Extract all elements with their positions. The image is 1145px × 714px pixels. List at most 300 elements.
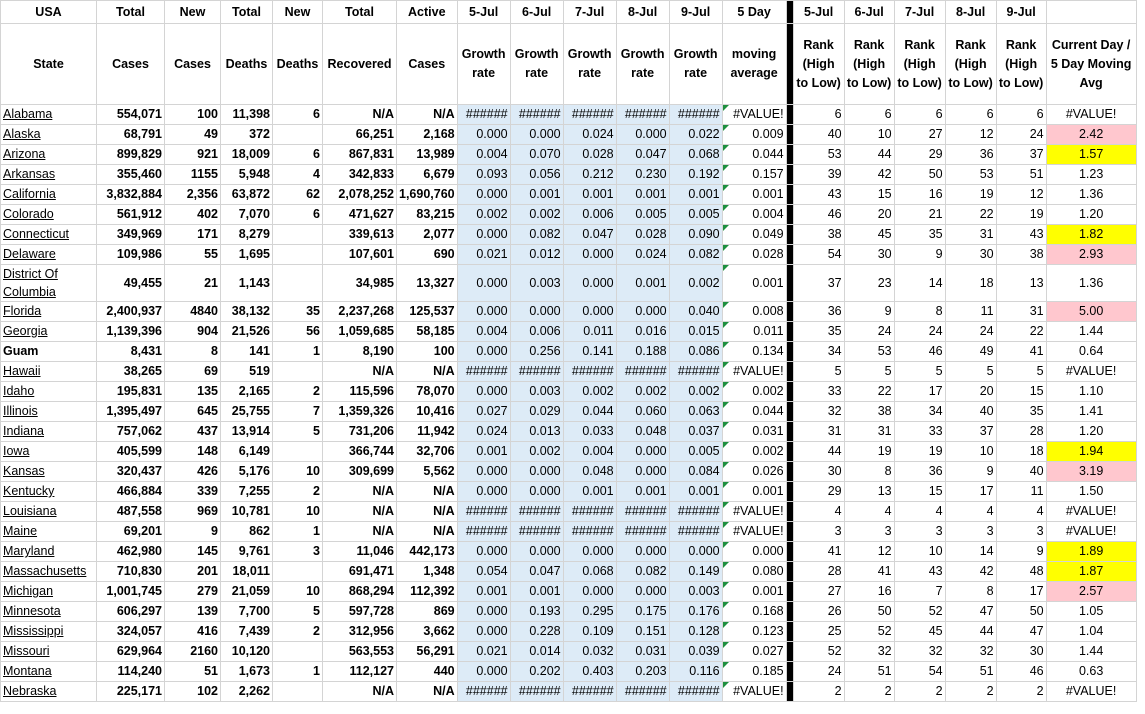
new-cases-cell[interactable]: 645: [165, 402, 221, 422]
current-vs-avg-cell[interactable]: 0.63: [1046, 662, 1136, 682]
rank-cell[interactable]: 2: [996, 682, 1046, 702]
new-deaths-cell[interactable]: 5: [273, 422, 323, 442]
total-cases-cell[interactable]: 38,265: [97, 362, 165, 382]
new-deaths-cell[interactable]: [273, 682, 323, 702]
rank-cell[interactable]: 50: [996, 602, 1046, 622]
growth-rate-cell[interactable]: 0.001: [616, 265, 669, 302]
rank-cell[interactable]: 46: [793, 205, 844, 225]
state-cell[interactable]: Connecticut: [1, 225, 97, 245]
rank-cell[interactable]: 51: [945, 662, 996, 682]
active-cases-cell[interactable]: 11,942: [397, 422, 458, 442]
rank-cell[interactable]: 12: [945, 125, 996, 145]
active-cases-cell[interactable]: N/A: [397, 522, 458, 542]
active-cases-cell[interactable]: 2,168: [397, 125, 458, 145]
total-recovered-cell[interactable]: 115,596: [323, 382, 397, 402]
growth-rate-cell[interactable]: ######: [457, 682, 510, 702]
rank-cell[interactable]: 50: [894, 165, 945, 185]
moving-average-cell[interactable]: 0.031: [722, 422, 786, 442]
new-cases-cell[interactable]: 102: [165, 682, 221, 702]
active-cases-cell[interactable]: 1,348: [397, 562, 458, 582]
new-cases-cell[interactable]: 2160: [165, 642, 221, 662]
new-deaths-cell[interactable]: 6: [273, 205, 323, 225]
growth-rate-cell[interactable]: 0.000: [563, 245, 616, 265]
current-vs-avg-cell[interactable]: 1.89: [1046, 542, 1136, 562]
rank-cell[interactable]: 53: [793, 145, 844, 165]
rank-cell[interactable]: 22: [844, 382, 894, 402]
growth-rate-cell[interactable]: 0.060: [616, 402, 669, 422]
rank-cell[interactable]: 17: [894, 382, 945, 402]
rank-cell[interactable]: 51: [996, 165, 1046, 185]
active-cases-cell[interactable]: 125,537: [397, 302, 458, 322]
current-vs-avg-cell[interactable]: #VALUE!: [1046, 502, 1136, 522]
growth-rate-cell[interactable]: 0.037: [669, 422, 722, 442]
rank-cell[interactable]: 54: [793, 245, 844, 265]
growth-rate-cell[interactable]: 0.000: [457, 185, 510, 205]
rank-cell[interactable]: 42: [945, 562, 996, 582]
total-deaths-cell[interactable]: 13,914: [221, 422, 273, 442]
growth-rate-cell[interactable]: ######: [616, 682, 669, 702]
current-vs-avg-cell[interactable]: 0.64: [1046, 342, 1136, 362]
header-cell-15[interactable]: Rank (High to Low): [894, 24, 945, 105]
rank-cell[interactable]: 43: [894, 562, 945, 582]
growth-rate-cell[interactable]: 0.202: [510, 662, 563, 682]
total-deaths-cell[interactable]: 1,673: [221, 662, 273, 682]
growth-rate-cell[interactable]: 0.006: [510, 322, 563, 342]
active-cases-cell[interactable]: 56,291: [397, 642, 458, 662]
rank-cell[interactable]: 15: [844, 185, 894, 205]
growth-rate-cell[interactable]: 0.001: [563, 482, 616, 502]
new-deaths-cell[interactable]: [273, 442, 323, 462]
total-recovered-cell[interactable]: 1,359,326: [323, 402, 397, 422]
current-vs-avg-cell[interactable]: #VALUE!: [1046, 105, 1136, 125]
rank-cell[interactable]: 9: [894, 245, 945, 265]
total-cases-cell[interactable]: 114,240: [97, 662, 165, 682]
header-cell-11[interactable]: Growth rate: [669, 24, 722, 105]
current-vs-avg-cell[interactable]: 1.10: [1046, 382, 1136, 402]
current-vs-avg-cell[interactable]: #VALUE!: [1046, 362, 1136, 382]
header-cell-top-4[interactable]: New: [273, 1, 323, 24]
state-cell[interactable]: Montana: [1, 662, 97, 682]
header-cell-top-0[interactable]: USA: [1, 1, 97, 24]
total-recovered-cell[interactable]: 112,127: [323, 662, 397, 682]
growth-rate-cell[interactable]: 0.212: [563, 165, 616, 185]
current-vs-avg-cell[interactable]: 1.20: [1046, 422, 1136, 442]
growth-rate-cell[interactable]: 0.015: [669, 322, 722, 342]
growth-rate-cell[interactable]: ######: [669, 522, 722, 542]
rank-cell[interactable]: 45: [844, 225, 894, 245]
rank-cell[interactable]: 51: [844, 662, 894, 682]
rank-cell[interactable]: 40: [945, 402, 996, 422]
current-vs-avg-cell[interactable]: 2.57: [1046, 582, 1136, 602]
total-deaths-cell[interactable]: 5,176: [221, 462, 273, 482]
rank-cell[interactable]: 32: [844, 642, 894, 662]
active-cases-cell[interactable]: 440: [397, 662, 458, 682]
growth-rate-cell[interactable]: 0.403: [563, 662, 616, 682]
new-deaths-cell[interactable]: 10: [273, 462, 323, 482]
rank-cell[interactable]: 47: [945, 602, 996, 622]
header-cell-9[interactable]: Growth rate: [563, 24, 616, 105]
growth-rate-cell[interactable]: 0.193: [510, 602, 563, 622]
growth-rate-cell[interactable]: 0.256: [510, 342, 563, 362]
new-cases-cell[interactable]: 4840: [165, 302, 221, 322]
total-recovered-cell[interactable]: 11,046: [323, 542, 397, 562]
growth-rate-cell[interactable]: 0.029: [510, 402, 563, 422]
growth-rate-cell[interactable]: ######: [457, 522, 510, 542]
rank-cell[interactable]: 6: [793, 105, 844, 125]
growth-rate-cell[interactable]: 0.000: [510, 125, 563, 145]
rank-cell[interactable]: 9: [996, 542, 1046, 562]
moving-average-cell[interactable]: 0.027: [722, 642, 786, 662]
rank-cell[interactable]: 32: [894, 642, 945, 662]
rank-cell[interactable]: 52: [844, 622, 894, 642]
rank-cell[interactable]: 18: [996, 442, 1046, 462]
current-vs-avg-cell[interactable]: 1.82: [1046, 225, 1136, 245]
rank-cell[interactable]: 48: [996, 562, 1046, 582]
rank-cell[interactable]: 3: [793, 522, 844, 542]
rank-cell[interactable]: 4: [996, 502, 1046, 522]
total-recovered-cell[interactable]: 2,078,252: [323, 185, 397, 205]
header-cell-5[interactable]: Recovered: [323, 24, 397, 105]
growth-rate-cell[interactable]: 0.047: [616, 145, 669, 165]
new-cases-cell[interactable]: 426: [165, 462, 221, 482]
total-recovered-cell[interactable]: 34,985: [323, 265, 397, 302]
moving-average-cell[interactable]: 0.002: [722, 382, 786, 402]
header-cell-4[interactable]: Deaths: [273, 24, 323, 105]
rank-cell[interactable]: 38: [793, 225, 844, 245]
growth-rate-cell[interactable]: 0.047: [510, 562, 563, 582]
growth-rate-cell[interactable]: ######: [563, 682, 616, 702]
total-cases-cell[interactable]: 710,830: [97, 562, 165, 582]
growth-rate-cell[interactable]: 0.000: [457, 265, 510, 302]
new-deaths-cell[interactable]: [273, 265, 323, 302]
total-cases-cell[interactable]: 561,912: [97, 205, 165, 225]
rank-cell[interactable]: 30: [945, 245, 996, 265]
growth-rate-cell[interactable]: ######: [616, 105, 669, 125]
growth-rate-cell[interactable]: 0.000: [457, 382, 510, 402]
state-cell[interactable]: Idaho: [1, 382, 97, 402]
total-deaths-cell[interactable]: 7,070: [221, 205, 273, 225]
growth-rate-cell[interactable]: ######: [616, 362, 669, 382]
growth-rate-cell[interactable]: 0.000: [457, 662, 510, 682]
growth-rate-cell[interactable]: 0.002: [563, 382, 616, 402]
growth-rate-cell[interactable]: 0.000: [457, 482, 510, 502]
growth-rate-cell[interactable]: 0.004: [457, 145, 510, 165]
growth-rate-cell[interactable]: 0.090: [669, 225, 722, 245]
growth-rate-cell[interactable]: ######: [563, 522, 616, 542]
moving-average-cell[interactable]: 0.001: [722, 185, 786, 205]
rank-cell[interactable]: 33: [793, 382, 844, 402]
growth-rate-cell[interactable]: 0.016: [616, 322, 669, 342]
rank-cell[interactable]: 5: [844, 362, 894, 382]
header-cell-8[interactable]: Growth rate: [510, 24, 563, 105]
total-cases-cell[interactable]: 2,400,937: [97, 302, 165, 322]
growth-rate-cell[interactable]: 0.093: [457, 165, 510, 185]
total-deaths-cell[interactable]: 7,700: [221, 602, 273, 622]
rank-cell[interactable]: 23: [844, 265, 894, 302]
rank-cell[interactable]: 36: [793, 302, 844, 322]
new-cases-cell[interactable]: 49: [165, 125, 221, 145]
growth-rate-cell[interactable]: 0.054: [457, 562, 510, 582]
moving-average-cell[interactable]: 0.004: [722, 205, 786, 225]
growth-rate-cell[interactable]: ######: [510, 682, 563, 702]
rank-cell[interactable]: 24: [844, 322, 894, 342]
rank-cell[interactable]: 10: [844, 125, 894, 145]
growth-rate-cell[interactable]: 0.000: [616, 462, 669, 482]
growth-rate-cell[interactable]: 0.001: [457, 442, 510, 462]
new-cases-cell[interactable]: 1155: [165, 165, 221, 185]
growth-rate-cell[interactable]: ######: [669, 502, 722, 522]
moving-average-cell[interactable]: 0.168: [722, 602, 786, 622]
growth-rate-cell[interactable]: 0.000: [457, 342, 510, 362]
new-cases-cell[interactable]: 279: [165, 582, 221, 602]
state-cell[interactable]: Iowa: [1, 442, 97, 462]
state-cell[interactable]: Maryland: [1, 542, 97, 562]
active-cases-cell[interactable]: 13,327: [397, 265, 458, 302]
state-cell[interactable]: Illinois: [1, 402, 97, 422]
rank-cell[interactable]: 24: [793, 662, 844, 682]
rank-cell[interactable]: 45: [894, 622, 945, 642]
rank-cell[interactable]: 30: [793, 462, 844, 482]
total-cases-cell[interactable]: 349,969: [97, 225, 165, 245]
rank-cell[interactable]: 3: [844, 522, 894, 542]
rank-cell[interactable]: 47: [996, 622, 1046, 642]
new-deaths-cell[interactable]: [273, 125, 323, 145]
active-cases-cell[interactable]: N/A: [397, 482, 458, 502]
active-cases-cell[interactable]: 1,690,760: [397, 185, 458, 205]
growth-rate-cell[interactable]: 0.000: [457, 462, 510, 482]
growth-rate-cell[interactable]: 0.040: [669, 302, 722, 322]
rank-cell[interactable]: 49: [945, 342, 996, 362]
total-recovered-cell[interactable]: 107,601: [323, 245, 397, 265]
growth-rate-cell[interactable]: 0.002: [510, 442, 563, 462]
total-recovered-cell[interactable]: 2,237,268: [323, 302, 397, 322]
total-deaths-cell[interactable]: 21,059: [221, 582, 273, 602]
total-cases-cell[interactable]: 466,884: [97, 482, 165, 502]
rank-cell[interactable]: 8: [844, 462, 894, 482]
rank-cell[interactable]: 14: [945, 542, 996, 562]
total-deaths-cell[interactable]: 38,132: [221, 302, 273, 322]
active-cases-cell[interactable]: 869: [397, 602, 458, 622]
active-cases-cell[interactable]: 112,392: [397, 582, 458, 602]
total-deaths-cell[interactable]: 10,781: [221, 502, 273, 522]
rank-cell[interactable]: 17: [945, 482, 996, 502]
rank-cell[interactable]: 36: [945, 145, 996, 165]
growth-rate-cell[interactable]: 0.000: [457, 622, 510, 642]
total-deaths-cell[interactable]: 519: [221, 362, 273, 382]
moving-average-cell[interactable]: 0.008: [722, 302, 786, 322]
growth-rate-cell[interactable]: 0.024: [616, 245, 669, 265]
rank-cell[interactable]: 46: [894, 342, 945, 362]
total-cases-cell[interactable]: 324,057: [97, 622, 165, 642]
rank-cell[interactable]: 6: [894, 105, 945, 125]
total-deaths-cell[interactable]: 18,011: [221, 562, 273, 582]
growth-rate-cell[interactable]: 0.005: [616, 205, 669, 225]
total-deaths-cell[interactable]: 141: [221, 342, 273, 362]
growth-rate-cell[interactable]: 0.000: [457, 125, 510, 145]
moving-average-cell[interactable]: 0.001: [722, 482, 786, 502]
total-deaths-cell[interactable]: 5,948: [221, 165, 273, 185]
rank-cell[interactable]: 36: [894, 462, 945, 482]
rank-cell[interactable]: 34: [793, 342, 844, 362]
rank-cell[interactable]: 11: [996, 482, 1046, 502]
rank-cell[interactable]: 41: [793, 542, 844, 562]
active-cases-cell[interactable]: 5,562: [397, 462, 458, 482]
new-cases-cell[interactable]: 69: [165, 362, 221, 382]
new-cases-cell[interactable]: 969: [165, 502, 221, 522]
rank-cell[interactable]: 44: [793, 442, 844, 462]
state-cell[interactable]: Louisiana: [1, 502, 97, 522]
total-deaths-cell[interactable]: 25,755: [221, 402, 273, 422]
rank-cell[interactable]: 32: [793, 402, 844, 422]
header-cell-top-15[interactable]: 7-Jul: [894, 1, 945, 24]
rank-cell[interactable]: 35: [793, 322, 844, 342]
total-recovered-cell[interactable]: 691,471: [323, 562, 397, 582]
rank-cell[interactable]: 16: [844, 582, 894, 602]
total-cases-cell[interactable]: 629,964: [97, 642, 165, 662]
rank-cell[interactable]: 31: [996, 302, 1046, 322]
rank-cell[interactable]: 37: [996, 145, 1046, 165]
total-recovered-cell[interactable]: 471,627: [323, 205, 397, 225]
growth-rate-cell[interactable]: 0.024: [457, 422, 510, 442]
growth-rate-cell[interactable]: 0.000: [616, 302, 669, 322]
growth-rate-cell[interactable]: 0.056: [510, 165, 563, 185]
rank-cell[interactable]: 35: [996, 402, 1046, 422]
rank-cell[interactable]: 40: [996, 462, 1046, 482]
rank-cell[interactable]: 14: [894, 265, 945, 302]
state-cell[interactable]: Colorado: [1, 205, 97, 225]
growth-rate-cell[interactable]: 0.001: [563, 185, 616, 205]
current-vs-avg-cell[interactable]: 1.87: [1046, 562, 1136, 582]
rank-cell[interactable]: 38: [844, 402, 894, 422]
header-cell-14[interactable]: Rank (High to Low): [844, 24, 894, 105]
growth-rate-cell[interactable]: 0.028: [563, 145, 616, 165]
new-deaths-cell[interactable]: 7: [273, 402, 323, 422]
growth-rate-cell[interactable]: 0.000: [457, 302, 510, 322]
growth-rate-cell[interactable]: 0.000: [563, 302, 616, 322]
moving-average-cell[interactable]: 0.080: [722, 562, 786, 582]
new-deaths-cell[interactable]: 62: [273, 185, 323, 205]
moving-average-cell[interactable]: #VALUE!: [722, 362, 786, 382]
growth-rate-cell[interactable]: ######: [457, 502, 510, 522]
new-deaths-cell[interactable]: [273, 245, 323, 265]
rank-cell[interactable]: 4: [793, 502, 844, 522]
rank-cell[interactable]: 52: [793, 642, 844, 662]
total-recovered-cell[interactable]: 731,206: [323, 422, 397, 442]
growth-rate-cell[interactable]: 0.006: [563, 205, 616, 225]
moving-average-cell[interactable]: 0.002: [722, 442, 786, 462]
growth-rate-cell[interactable]: 0.000: [563, 582, 616, 602]
growth-rate-cell[interactable]: 0.001: [669, 185, 722, 205]
new-deaths-cell[interactable]: 35: [273, 302, 323, 322]
growth-rate-cell[interactable]: 0.003: [510, 382, 563, 402]
state-cell[interactable]: Georgia: [1, 322, 97, 342]
rank-cell[interactable]: 9: [945, 462, 996, 482]
moving-average-cell[interactable]: #VALUE!: [722, 502, 786, 522]
growth-rate-cell[interactable]: 0.002: [669, 382, 722, 402]
new-deaths-cell[interactable]: [273, 642, 323, 662]
total-cases-cell[interactable]: 49,455: [97, 265, 165, 302]
active-cases-cell[interactable]: 13,989: [397, 145, 458, 165]
header-cell-7[interactable]: Growth rate: [457, 24, 510, 105]
rank-cell[interactable]: 2: [793, 682, 844, 702]
growth-rate-cell[interactable]: 0.128: [669, 622, 722, 642]
state-cell[interactable]: Massachusetts: [1, 562, 97, 582]
growth-rate-cell[interactable]: ######: [669, 682, 722, 702]
header-cell-top-14[interactable]: 6-Jul: [844, 1, 894, 24]
total-cases-cell[interactable]: 225,171: [97, 682, 165, 702]
total-deaths-cell[interactable]: 8,279: [221, 225, 273, 245]
growth-rate-cell[interactable]: 0.039: [669, 642, 722, 662]
growth-rate-cell[interactable]: 0.082: [510, 225, 563, 245]
growth-rate-cell[interactable]: 0.001: [457, 582, 510, 602]
active-cases-cell[interactable]: 6,679: [397, 165, 458, 185]
current-vs-avg-cell[interactable]: #VALUE!: [1046, 522, 1136, 542]
header-cell-top-10[interactable]: 8-Jul: [616, 1, 669, 24]
new-cases-cell[interactable]: 402: [165, 205, 221, 225]
active-cases-cell[interactable]: N/A: [397, 362, 458, 382]
total-recovered-cell[interactable]: 66,251: [323, 125, 397, 145]
rank-cell[interactable]: 22: [945, 205, 996, 225]
header-cell-top-13[interactable]: 5-Jul: [793, 1, 844, 24]
growth-rate-cell[interactable]: ######: [669, 105, 722, 125]
rank-cell[interactable]: 15: [996, 382, 1046, 402]
total-cases-cell[interactable]: 1,001,745: [97, 582, 165, 602]
total-recovered-cell[interactable]: 597,728: [323, 602, 397, 622]
total-cases-cell[interactable]: 487,558: [97, 502, 165, 522]
state-cell[interactable]: Delaware: [1, 245, 97, 265]
new-cases-cell[interactable]: 171: [165, 225, 221, 245]
rank-cell[interactable]: 43: [996, 225, 1046, 245]
growth-rate-cell[interactable]: 0.000: [616, 582, 669, 602]
rank-cell[interactable]: 3: [945, 522, 996, 542]
growth-rate-cell[interactable]: 0.013: [510, 422, 563, 442]
new-deaths-cell[interactable]: [273, 362, 323, 382]
new-cases-cell[interactable]: 339: [165, 482, 221, 502]
header-cell-top-8[interactable]: 6-Jul: [510, 1, 563, 24]
new-deaths-cell[interactable]: 1: [273, 522, 323, 542]
new-cases-cell[interactable]: 135: [165, 382, 221, 402]
rank-cell[interactable]: 21: [894, 205, 945, 225]
total-recovered-cell[interactable]: 366,744: [323, 442, 397, 462]
rank-cell[interactable]: 19: [894, 442, 945, 462]
growth-rate-cell[interactable]: 0.086: [669, 342, 722, 362]
growth-rate-cell[interactable]: ######: [563, 502, 616, 522]
growth-rate-cell[interactable]: 0.001: [616, 185, 669, 205]
rank-cell[interactable]: 4: [945, 502, 996, 522]
growth-rate-cell[interactable]: 0.003: [510, 265, 563, 302]
rank-cell[interactable]: 2: [945, 682, 996, 702]
rank-cell[interactable]: 33: [894, 422, 945, 442]
rank-cell[interactable]: 31: [844, 422, 894, 442]
total-recovered-cell[interactable]: 339,613: [323, 225, 397, 245]
new-cases-cell[interactable]: 100: [165, 105, 221, 125]
growth-rate-cell[interactable]: 0.000: [669, 542, 722, 562]
current-vs-avg-cell[interactable]: 2.93: [1046, 245, 1136, 265]
rank-cell[interactable]: 15: [894, 482, 945, 502]
active-cases-cell[interactable]: 10,416: [397, 402, 458, 422]
new-cases-cell[interactable]: 9: [165, 522, 221, 542]
rank-cell[interactable]: 4: [844, 502, 894, 522]
rank-cell[interactable]: 37: [793, 265, 844, 302]
total-cases-cell[interactable]: 757,062: [97, 422, 165, 442]
rank-cell[interactable]: 2: [894, 682, 945, 702]
header-cell-top-6[interactable]: Active: [397, 1, 458, 24]
active-cases-cell[interactable]: 100: [397, 342, 458, 362]
growth-rate-cell[interactable]: 0.141: [563, 342, 616, 362]
growth-rate-cell[interactable]: 0.149: [669, 562, 722, 582]
rank-cell[interactable]: 19: [996, 205, 1046, 225]
growth-rate-cell[interactable]: ######: [563, 105, 616, 125]
